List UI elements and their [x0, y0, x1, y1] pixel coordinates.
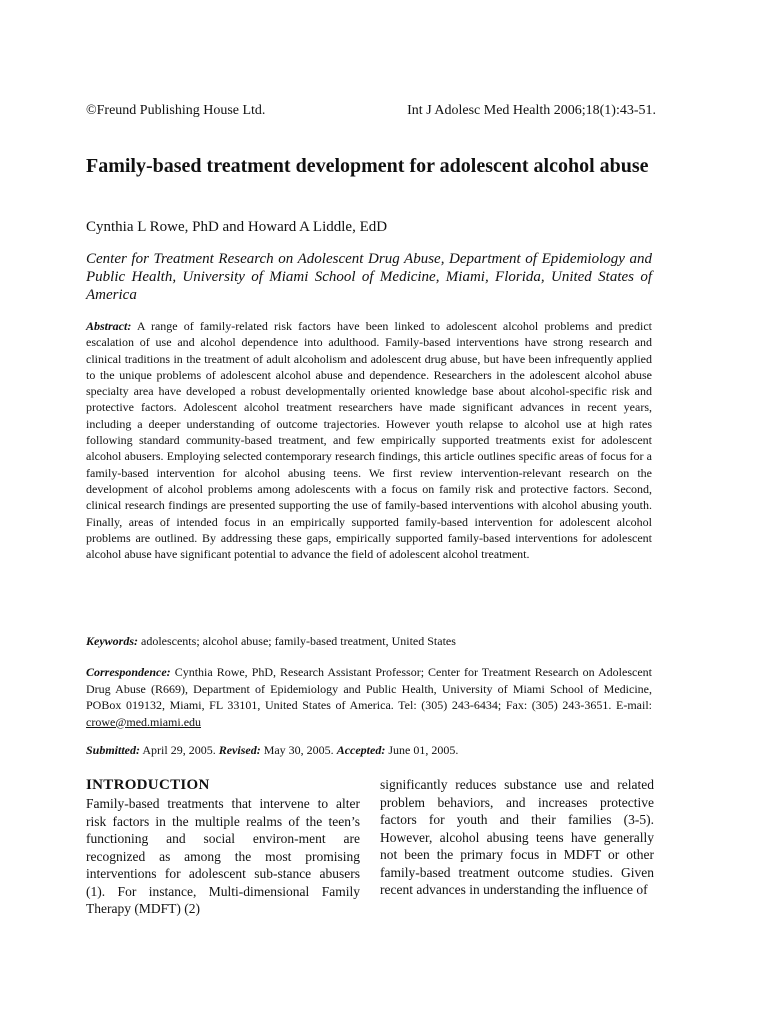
- submitted-label: Submitted:: [86, 743, 141, 757]
- running-header: [86, 103, 656, 119]
- revised-date: May 30, 2005.: [263, 743, 334, 757]
- correspondence-text: Cynthia Rowe, PhD, Research Assistant Professor; Center for Treatment Research on Adolescent Drug Abuse (R669), Department of Epidemiology and Public Health, University of Miami School of Medicine, POBox 019132, Miami, FL 33101, United States of America. Tel: (305) 243-6434; Fax: (305) 243-3651. E-mail:: [86, 665, 652, 712]
- keywords-label: Keywords:: [86, 634, 138, 648]
- abstract-text: A range of family-related risk factors have been linked to adolescent alcohol problems and predict escalation of use and alcohol dependence into adulthood. Family-based interventions have strong research and clinical traditions in the treatment of adult alcoholism and adolescent drug abuse, but have been infrequently applied to the unique problems of adolescent alcohol abuse and dependence. Researchers in the adolescent alcohol abuse specialty area have developed a robust developmentally oriented knowledge base about alcohol-specific risk and protective factors. Adolescent alcohol treatment researchers have made significant advances in recent years, including a deeper understanding of outcome trajectories. However youth relapse to alcohol use at high rates following standard community-based treatment, and few empirically supported treatments exist for adolescent alcohol abusers. Employing selected contemporary research findings, this article outlines specific areas of focus for a family-based intervention for alcohol abusing teens. We first review intervention-relevant research on the development of alcohol problems among adolescents with a focus on family risk and protective factors. Second, clinical research findings are presented supporting the use of family-based interventions with alcohol abusing youth. Finally, areas of intended focus in an empirically supported family-based intervention for adolescent alcohol problems are outlined. By addressing these gaps, empirically supported family-based interventions for adolescent alcohol abuse have significant potential to advance the field of adolescent alcohol treatment.: [86, 319, 652, 562]
- accepted-date: June 01, 2005.: [388, 743, 459, 757]
- submitted-date: April 29, 2005.: [142, 743, 216, 757]
- abstract-label: Abstract:: [86, 319, 132, 333]
- journal-citation: Int J Adolesc Med Health 2006;18(1):43-51.: [407, 103, 656, 118]
- section-heading-introduction: INTRODUCTION: [86, 777, 210, 793]
- accepted-label: Accepted:: [336, 743, 386, 757]
- introduction-text-left: Family-based treatments that intervene to alter risk factors in the multiple realms of the teen’s functioning and social environ-ment are recognized as among the most promising interventions for adolescent sub-stance abusers (1). For instance, Multi-dimensional Family Therapy (MDFT) (2): [86, 796, 360, 916]
- keywords-text: adolescents; alcohol abuse; family-based treatment, United States: [141, 634, 456, 648]
- affiliation: Center for Treatment Research on Adolescent Drug Abuse, Department of Epidemiology and Public Health, University of Miami School of Medicine, Miami, Florida, United States of America: [86, 251, 652, 303]
- revised-label: Revised:: [218, 743, 261, 757]
- authors: Cynthia L Rowe, PhD and Howard A Liddle, EdD: [86, 219, 388, 235]
- body-column-right: [380, 776, 654, 899]
- email-link[interactable]: crowe@med.miami.edu: [86, 714, 202, 729]
- body-column-left: [86, 776, 360, 918]
- correspondence: [86, 664, 652, 730]
- correspondence-label: Correspondence:: [86, 665, 171, 679]
- article-title: Family-based treatment development for adolescent alcohol abuse: [86, 155, 649, 177]
- introduction-text-right: significantly reduces substance use and related problem behaviors, and increases protective factors for youth and their families (3-5). However, alcohol abusing teens have generally not been the primary focus in MDFT or other family-based treatment outcome studies. Given recent advances in understanding the influence of: [380, 777, 654, 897]
- abstract: [86, 318, 652, 562]
- submission-dates: [86, 742, 652, 758]
- publisher-line: ©Freund Publishing House Ltd.: [86, 103, 266, 118]
- keywords: [86, 633, 652, 649]
